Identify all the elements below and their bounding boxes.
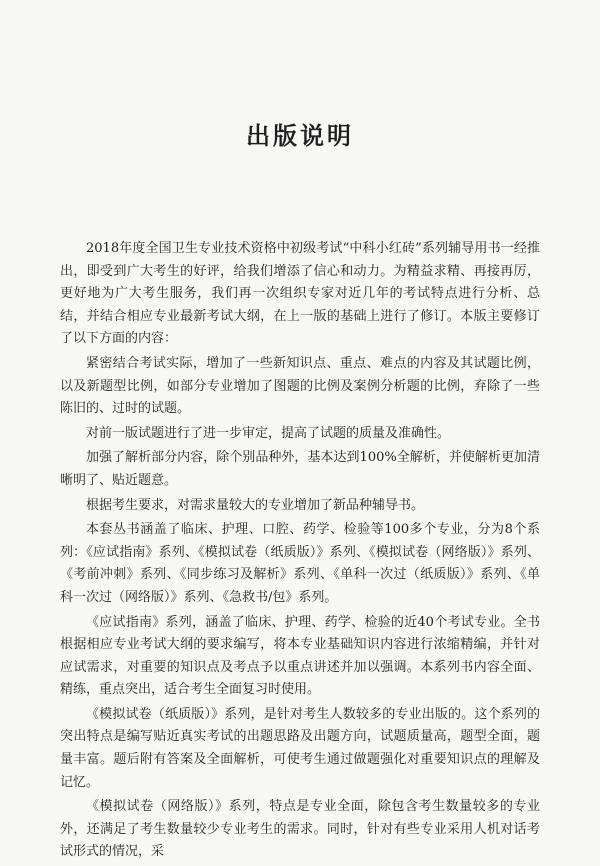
paragraph-analysis: 加强了解析部分内容，除个别品种外，基本达到100%全解析，并使解析更加清晰明了、贴近题意。 <box>60 450 540 488</box>
page-title: 出版说明 <box>246 122 354 150</box>
paragraph-guide-series: 《应试指南》系列，涵盖了临床、护理、药学、检验的近40个考试专业。全书根据相应专业考试大纲的要求编写，将本专业基础知识内容进行浓缩精编，并针对应试需求，对重要的知识点及考点予以重点讲述并加以强调。本系列书内容全面、精练，重点突出，适合考生全面复习时使用。 <box>60 614 540 698</box>
paragraph-new-content: 紧密结合考试实际，增加了一些新知识点、重点、难点的内容及其试题比例，以及新题型比例，如部分专业增加了图题的比例及案例分析题的比例，弃除了一些陈旧的、过时的试题。 <box>60 355 540 417</box>
paragraph-paper-tests: 《模拟试卷（纸质版）》系列，是针对考生人数较多的专业出版的。这个系列的突出特点是编写贴近真实考试的出题思路及出题方向，试题质量高，题型全面，题量丰富。题后附有答案及全面解析，可使考生通过做题强化对重要知识点的理解及记忆。 <box>60 706 540 790</box>
paragraph-intro: 2018年度全国卫生专业技术资格中初级考试“中科小红砖”系列辅导用书一经推出，即受到广大考生的好评，给我们增添了信心和动力。为精益求精、再接再厉，更好地为广大考生服务，我们再一次组织专家对近几年的考试特点进行分析、总结，并结合相应专业最新考试大纲，在上一版的基础上进行了修订。本版主要修订了以下方面的内容： <box>60 241 540 347</box>
paragraph-series-list: 本套丛书涵盖了临床、护理、口腔、药学、检验等100多个专业，分为8个系列：《应试指南》系列、《模拟试卷（纸质版）》系列、《模拟试卷（网络版）》系列、《考前冲刺》系列、《同步练习及解析》系列、《单科一次过（纸质版）》系列、《单科一次过（网络版）》系列、《急救书/包》系列。 <box>60 522 540 605</box>
body-text <box>60 238 540 866</box>
paragraph-new-titles: 根据考生要求，对需求量较大的专业增加了新品种辅导书。 <box>86 497 425 513</box>
paragraph-review: 对前一版试题进行了进一步审定，提高了试题的质量及准确性。 <box>86 425 451 441</box>
paragraph-online-tests: 《模拟试卷（网络版）》系列，特点是专业全面，除包含考生数量较多的专业外，还满足了考生数量较少专业考生的需求。同时，针对有些专业采用人机对话考试形式的情况，采 <box>60 799 540 860</box>
